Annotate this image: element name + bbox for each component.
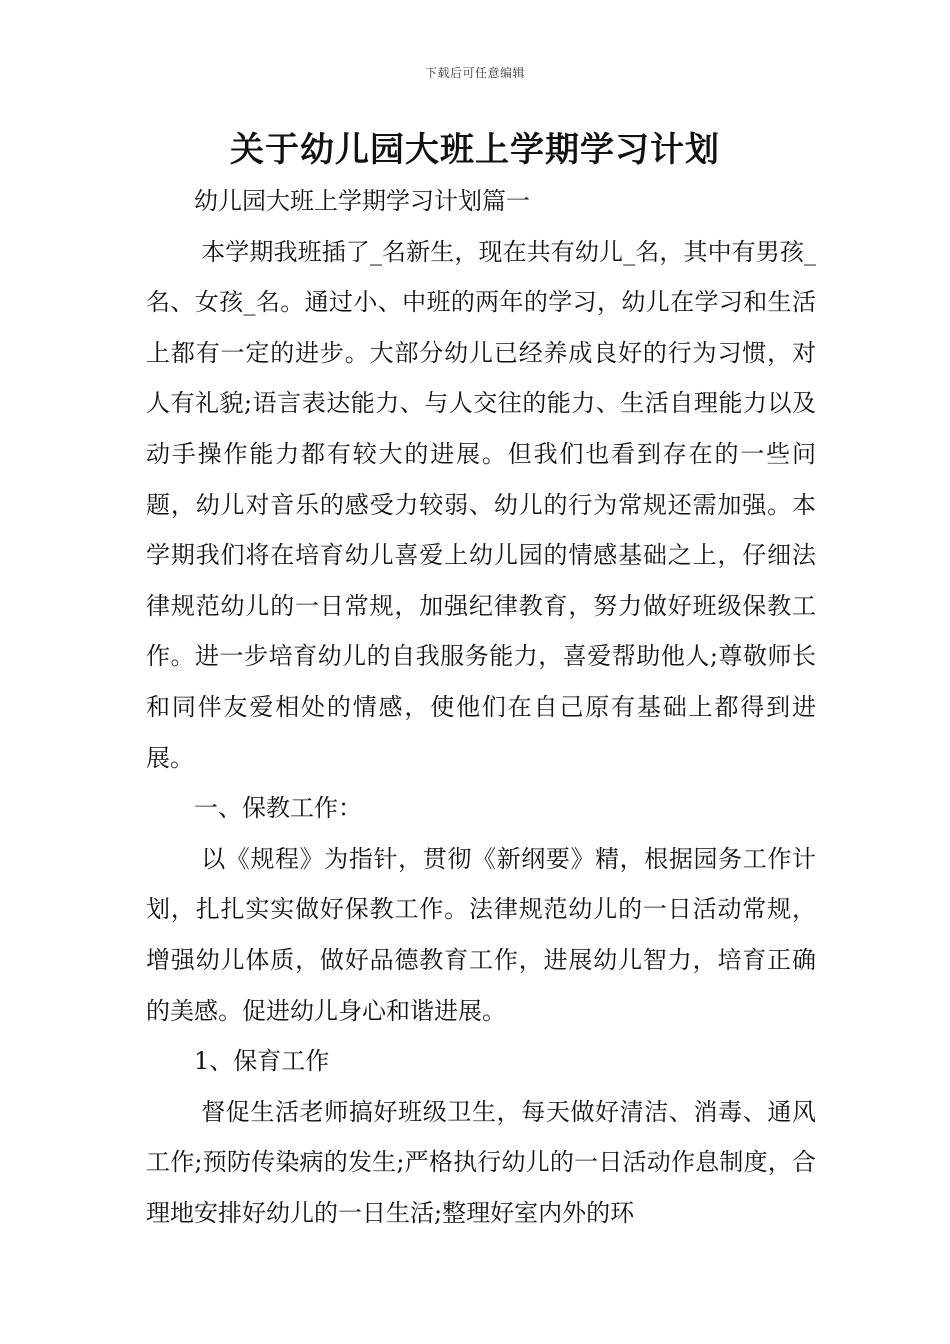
- document-body: [146, 176, 816, 1238]
- body-paragraph: 督促生活老师搞好班级卫生，每天做好清洁、消毒、通风工作;预防传染病的发生;严格执行幼儿的一日活动作息制度，合理地安排好幼儿的一日生活;整理好室内外的环: [146, 1097, 816, 1227]
- body-paragraph: 以《规程》为指针，贯彻《新纲要》精，根据园务工作计划，扎扎实实做好保教工作。法律规范幼儿的一日活动常规，增强幼儿体质，做好品德教育工作，进展幼儿智力，培育正确的美感。促进幼儿身心和谐进展。: [146, 844, 816, 1025]
- document-title: 关于幼儿园大班上学期学习计划: [230, 130, 720, 170]
- section-subtitle: 幼儿园大班上学期学习计划篇一: [194, 187, 530, 215]
- subsection-heading: 1、保育工作: [194, 1047, 330, 1076]
- header-note: 下载后可任意编辑: [424, 66, 525, 80]
- section-heading: 一、保教工作：: [194, 794, 362, 823]
- body-paragraph: 本学期我班插了_名新生，现在共有幼儿_名，其中有男孩_名、女孩_名。通过小、中班的两年的学习，幼儿在学习和生活上都有一定的进步。大部分幼儿已经养成良好的行为习惯，对人有礼貌;语言表达能力、与人交往的能力、生活自理能力以及动手操作能力都有较大的进展。但我们也看到存在的一些问题，幼儿对音乐的感受力较弱、幼儿的行为常规还需加强。本学期我们将在培育幼儿喜爱上幼儿园的情感基础之上，仔细法律规范幼儿的一日常规，加强纪律教育，努力做好班级保教工作。进一步培育幼儿的自我服务能力，喜爱帮助他人;尊敬师长和同伴友爱相处的情感，使他们在自己原有基础上都得到进展。: [146, 237, 816, 772]
